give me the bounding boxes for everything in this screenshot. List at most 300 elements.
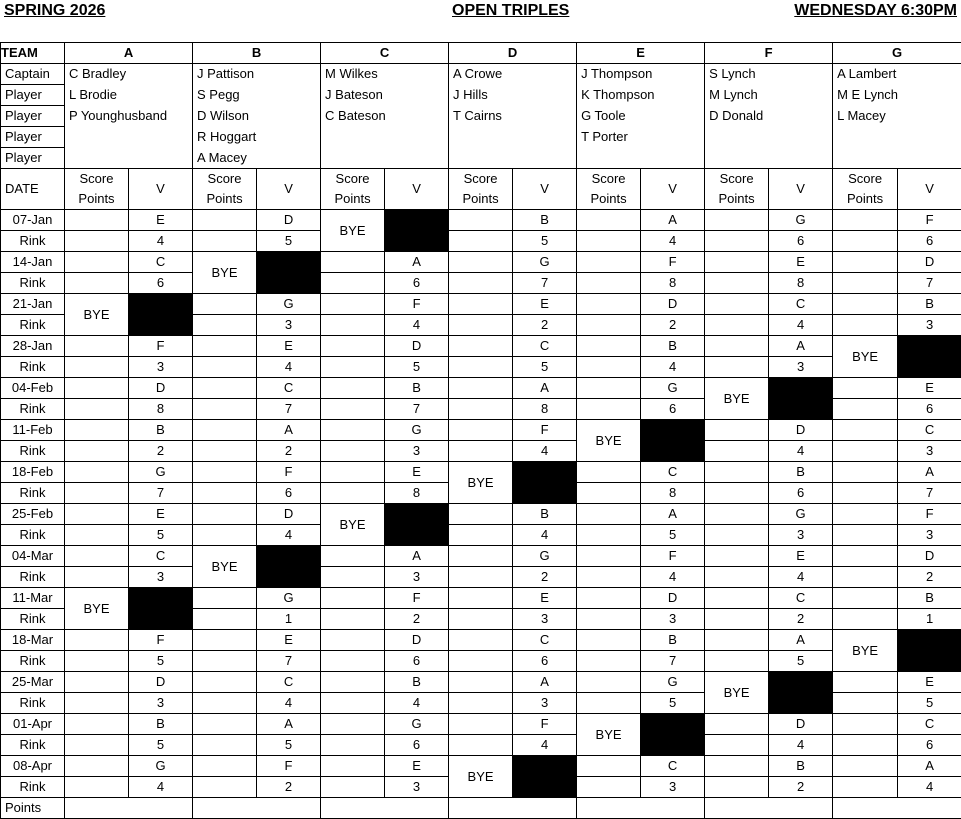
- roster-role-label: Player: [1, 85, 65, 106]
- score-points-cell[interactable]: [833, 567, 898, 588]
- rink-number: 4: [641, 357, 705, 378]
- score-points-cell[interactable]: [65, 504, 129, 525]
- rink-number: 3: [129, 567, 193, 588]
- score-points-cell[interactable]: [705, 735, 769, 756]
- score-points-cell[interactable]: [577, 273, 641, 294]
- score-points-cell[interactable]: [577, 399, 641, 420]
- score-points-cell[interactable]: [577, 756, 641, 777]
- score-points-cell[interactable]: [833, 462, 898, 483]
- opponent-cell: C: [769, 588, 833, 609]
- opponent-cell: D: [257, 210, 321, 231]
- score-points-cell[interactable]: [449, 420, 513, 441]
- score-points-cell[interactable]: [193, 357, 257, 378]
- score-points-cell[interactable]: [705, 546, 769, 567]
- opponent-cell: D: [385, 630, 449, 651]
- bye-block: [257, 252, 321, 294]
- score-points-cell[interactable]: [705, 420, 769, 441]
- opponent-cell: G: [257, 294, 321, 315]
- score-points-cell[interactable]: [577, 504, 641, 525]
- score-points-cell[interactable]: [705, 231, 769, 252]
- score-points-cell[interactable]: [449, 231, 513, 252]
- points-total-cell[interactable]: [65, 798, 193, 819]
- score-points-cell[interactable]: [577, 315, 641, 336]
- player-name: D Donald: [705, 106, 833, 127]
- score-points-cell[interactable]: [65, 630, 129, 651]
- score-points-cell[interactable]: [705, 273, 769, 294]
- score-points-cell[interactable]: [321, 483, 385, 504]
- rink-number: 5: [898, 693, 961, 714]
- rink-number: 4: [385, 693, 449, 714]
- opponent-cell: F: [513, 714, 577, 735]
- opponent-cell: F: [129, 336, 193, 357]
- score-points-cell[interactable]: [577, 357, 641, 378]
- score-points-cell[interactable]: [449, 735, 513, 756]
- score-points-cell[interactable]: [65, 714, 129, 735]
- bye-label: BYE: [321, 504, 385, 546]
- opponent-cell: C: [769, 294, 833, 315]
- opponent-cell: F: [898, 210, 961, 231]
- score-points-cell[interactable]: [577, 693, 641, 714]
- roster-role-label: Player: [1, 106, 65, 127]
- score-points-cell[interactable]: [833, 546, 898, 567]
- opponent-cell: G: [257, 588, 321, 609]
- player-name: [705, 127, 833, 148]
- score-points-cell[interactable]: [65, 693, 129, 714]
- score-points-cell[interactable]: [65, 441, 129, 462]
- score-points-cell[interactable]: [705, 336, 769, 357]
- score-points-cell[interactable]: [65, 735, 129, 756]
- player-name: R Hoggart: [193, 127, 321, 148]
- score-points-cell[interactable]: [65, 357, 129, 378]
- score-points-cell[interactable]: [193, 210, 257, 231]
- score-points-cell[interactable]: [705, 588, 769, 609]
- score-points-cell[interactable]: [577, 588, 641, 609]
- rink-number: 6: [257, 483, 321, 504]
- score-points-cell[interactable]: [449, 693, 513, 714]
- score-points-cell[interactable]: [449, 357, 513, 378]
- score-points-cell[interactable]: [705, 567, 769, 588]
- rink-number: 3: [385, 777, 449, 798]
- score-points-cell[interactable]: [449, 714, 513, 735]
- score-points-cell[interactable]: [833, 588, 898, 609]
- score-points-cell[interactable]: [577, 336, 641, 357]
- opponent-cell: E: [257, 336, 321, 357]
- score-points-cell[interactable]: [321, 609, 385, 630]
- score-points-cell[interactable]: [193, 420, 257, 441]
- score-points-cell[interactable]: [193, 336, 257, 357]
- score-points-cell[interactable]: [65, 462, 129, 483]
- fixture-date: 04-Feb: [1, 378, 65, 399]
- score-points-cell[interactable]: [705, 609, 769, 630]
- score-points-cell[interactable]: [65, 777, 129, 798]
- score-points-cell[interactable]: [321, 252, 385, 273]
- score-points-cell[interactable]: [833, 399, 898, 420]
- score-points-cell[interactable]: [705, 252, 769, 273]
- score-points-cell[interactable]: [321, 588, 385, 609]
- bye-block: [513, 756, 577, 798]
- score-points-cell[interactable]: [577, 672, 641, 693]
- player-name: S Lynch: [705, 64, 833, 85]
- rink-number: 3: [898, 525, 961, 546]
- score-points-cell[interactable]: [321, 378, 385, 399]
- score-points-cell[interactable]: [449, 609, 513, 630]
- score-points-cell[interactable]: [449, 399, 513, 420]
- score-points-cell[interactable]: [577, 483, 641, 504]
- fixture-date: 01-Apr: [1, 714, 65, 735]
- score-points-cell[interactable]: [833, 210, 898, 231]
- opponent-cell: E: [898, 378, 961, 399]
- opponent-cell: G: [513, 546, 577, 567]
- score-points-cell[interactable]: [65, 399, 129, 420]
- opponent-cell: F: [129, 630, 193, 651]
- score-points-cell[interactable]: [321, 777, 385, 798]
- score-points-cell[interactable]: [193, 735, 257, 756]
- score-points-cell[interactable]: [833, 714, 898, 735]
- versus-header: V: [257, 169, 321, 210]
- score-points-cell[interactable]: [65, 378, 129, 399]
- opponent-cell: E: [769, 252, 833, 273]
- score-points-cell[interactable]: [321, 672, 385, 693]
- opponent-cell: A: [641, 210, 705, 231]
- score-points-cell[interactable]: [65, 420, 129, 441]
- score-points-cell[interactable]: [65, 651, 129, 672]
- score-points-cell[interactable]: [65, 546, 129, 567]
- bye-label: BYE: [193, 252, 257, 294]
- score-points-cell[interactable]: [833, 525, 898, 546]
- score-points-cell[interactable]: [705, 630, 769, 651]
- rink-number: 2: [257, 441, 321, 462]
- opponent-cell: A: [898, 756, 961, 777]
- bye-block: [641, 420, 705, 462]
- rink-number: 3: [385, 567, 449, 588]
- opponent-cell: D: [385, 336, 449, 357]
- rink-number: 5: [129, 525, 193, 546]
- points-total-cell[interactable]: [321, 798, 449, 819]
- score-points-cell[interactable]: [577, 525, 641, 546]
- fixture-row: [1, 714, 961, 735]
- score-points-cell[interactable]: [833, 252, 898, 273]
- rink-number: 4: [129, 231, 193, 252]
- score-points-cell[interactable]: [321, 735, 385, 756]
- score-points-cell[interactable]: [449, 336, 513, 357]
- score-points-cell[interactable]: [65, 231, 129, 252]
- player-name: K Thompson: [577, 85, 705, 106]
- score-points-cell[interactable]: [321, 630, 385, 651]
- score-points-cell[interactable]: [321, 567, 385, 588]
- score-points-cell[interactable]: [321, 399, 385, 420]
- score-points-cell[interactable]: [705, 462, 769, 483]
- score-points-cell[interactable]: [193, 777, 257, 798]
- score-points-cell[interactable]: [193, 441, 257, 462]
- score-points-cell[interactable]: [833, 273, 898, 294]
- score-points-cell[interactable]: [577, 294, 641, 315]
- score-points-cell[interactable]: [193, 672, 257, 693]
- score-points-cell[interactable]: [705, 315, 769, 336]
- opponent-cell: A: [769, 336, 833, 357]
- score-points-cell[interactable]: [449, 651, 513, 672]
- roster-row: [1, 85, 961, 106]
- score-points-cell[interactable]: [321, 336, 385, 357]
- score-points-cell[interactable]: [705, 294, 769, 315]
- fixture-row: [1, 588, 961, 609]
- score-points-cell[interactable]: [449, 273, 513, 294]
- score-points-cell[interactable]: [449, 588, 513, 609]
- score-points-cell[interactable]: [65, 567, 129, 588]
- score-points-cell[interactable]: [321, 420, 385, 441]
- rink-number: 3: [257, 315, 321, 336]
- score-points-cell[interactable]: [65, 525, 129, 546]
- score-points-cell[interactable]: [577, 567, 641, 588]
- fixture-date: 18-Mar: [1, 630, 65, 651]
- rink-number: 1: [898, 609, 961, 630]
- rink-number: 6: [769, 231, 833, 252]
- player-name: M E Lynch: [833, 85, 961, 106]
- rink-number: 8: [769, 273, 833, 294]
- schedule-time-title: WEDNESDAY 6:30PM: [794, 2, 957, 20]
- player-name: T Cairns: [449, 106, 577, 127]
- score-points-cell[interactable]: [577, 231, 641, 252]
- rink-number: 7: [385, 399, 449, 420]
- rink-number: 6: [385, 735, 449, 756]
- score-points-cell[interactable]: [833, 315, 898, 336]
- rink-number: 4: [513, 525, 577, 546]
- score-points-cell[interactable]: [705, 651, 769, 672]
- score-points-cell[interactable]: [449, 315, 513, 336]
- opponent-cell: B: [129, 420, 193, 441]
- score-points-cell[interactable]: [705, 714, 769, 735]
- score-points-cell[interactable]: [449, 567, 513, 588]
- score-points-cell[interactable]: [193, 231, 257, 252]
- rink-label: Rink: [1, 567, 65, 588]
- score-points-cell[interactable]: [321, 756, 385, 777]
- score-points-cell[interactable]: [193, 315, 257, 336]
- rink-row: [1, 651, 961, 672]
- rink-number: 4: [769, 567, 833, 588]
- score-points-cell[interactable]: [321, 273, 385, 294]
- score-points-cell[interactable]: [65, 252, 129, 273]
- points-total-cell[interactable]: [705, 798, 833, 819]
- score-points-cell[interactable]: [321, 462, 385, 483]
- rink-number: 7: [898, 483, 961, 504]
- score-points-cell[interactable]: [833, 483, 898, 504]
- rink-number: 3: [641, 777, 705, 798]
- score-points-cell[interactable]: [449, 441, 513, 462]
- score-points-cell[interactable]: [65, 336, 129, 357]
- score-points-cell[interactable]: [833, 420, 898, 441]
- score-points-cell[interactable]: [193, 651, 257, 672]
- bye-block: [898, 630, 961, 672]
- score-points-cell[interactable]: [577, 546, 641, 567]
- bye-label: BYE: [321, 210, 385, 252]
- score-points-cell[interactable]: [705, 210, 769, 231]
- score-points-cell[interactable]: [833, 231, 898, 252]
- roster-role-label: Captain: [1, 64, 65, 85]
- score-points-cell[interactable]: [577, 777, 641, 798]
- rink-number: 5: [641, 693, 705, 714]
- score-points-cell[interactable]: [321, 546, 385, 567]
- roster-role-label: Player: [1, 127, 65, 148]
- team-header-d: D: [449, 43, 577, 64]
- score-points-cell[interactable]: [65, 672, 129, 693]
- score-points-cell[interactable]: [65, 483, 129, 504]
- score-points-cell[interactable]: [577, 630, 641, 651]
- opponent-cell: C: [513, 336, 577, 357]
- score-points-cell[interactable]: [193, 399, 257, 420]
- rink-number: 6: [898, 735, 961, 756]
- rink-number: 5: [641, 525, 705, 546]
- score-points-cell[interactable]: [705, 441, 769, 462]
- rink-number: 4: [257, 693, 321, 714]
- fixture-date: 14-Jan: [1, 252, 65, 273]
- opponent-cell: F: [641, 546, 705, 567]
- score-points-cell[interactable]: [193, 483, 257, 504]
- score-points-cell[interactable]: [577, 378, 641, 399]
- team-label: TEAM: [1, 43, 65, 64]
- score-points-cell[interactable]: [193, 609, 257, 630]
- score-points-cell[interactable]: [705, 777, 769, 798]
- opponent-cell: F: [898, 504, 961, 525]
- rink-number: 7: [513, 273, 577, 294]
- player-name: M Lynch: [705, 85, 833, 106]
- rink-label: Rink: [1, 357, 65, 378]
- bye-block: [385, 504, 449, 546]
- rink-number: 6: [385, 651, 449, 672]
- opponent-cell: D: [641, 294, 705, 315]
- score-points-cell[interactable]: [705, 525, 769, 546]
- opponent-cell: D: [641, 588, 705, 609]
- bye-label: BYE: [449, 756, 513, 798]
- rink-number: 4: [769, 441, 833, 462]
- sheet-title-bar: [0, 0, 961, 42]
- score-points-cell[interactable]: [449, 294, 513, 315]
- roster-row: [1, 64, 961, 85]
- versus-header: V: [513, 169, 577, 210]
- rink-number: 3: [769, 525, 833, 546]
- score-points-cell[interactable]: [193, 588, 257, 609]
- points-total-cell[interactable]: [577, 798, 705, 819]
- score-points-header: Score Points: [577, 169, 641, 210]
- score-points-cell[interactable]: [449, 672, 513, 693]
- rink-number: 3: [129, 693, 193, 714]
- fixture-date: 11-Mar: [1, 588, 65, 609]
- score-points-cell[interactable]: [449, 504, 513, 525]
- score-points-cell[interactable]: [321, 651, 385, 672]
- rink-label: Rink: [1, 735, 65, 756]
- score-points-cell[interactable]: [321, 294, 385, 315]
- score-points-cell[interactable]: [577, 252, 641, 273]
- score-points-cell[interactable]: [833, 693, 898, 714]
- fixture-row: [1, 378, 961, 399]
- opponent-cell: B: [769, 756, 833, 777]
- rink-row: [1, 567, 961, 588]
- score-points-cell[interactable]: [321, 441, 385, 462]
- opponent-cell: E: [385, 756, 449, 777]
- score-points-cell[interactable]: [705, 756, 769, 777]
- score-points-cell[interactable]: [449, 378, 513, 399]
- score-points-cell[interactable]: [833, 735, 898, 756]
- points-total-cell[interactable]: [193, 798, 321, 819]
- score-points-cell[interactable]: [833, 672, 898, 693]
- score-points-cell[interactable]: [705, 483, 769, 504]
- score-points-cell[interactable]: [65, 210, 129, 231]
- score-points-cell[interactable]: [705, 357, 769, 378]
- score-points-cell[interactable]: [833, 777, 898, 798]
- opponent-cell: F: [385, 294, 449, 315]
- score-points-cell[interactable]: [193, 294, 257, 315]
- opponent-cell: F: [641, 252, 705, 273]
- score-points-cell[interactable]: [193, 525, 257, 546]
- score-points-cell[interactable]: [193, 630, 257, 651]
- score-points-cell[interactable]: [65, 273, 129, 294]
- score-points-cell[interactable]: [449, 546, 513, 567]
- score-points-cell[interactable]: [193, 462, 257, 483]
- rink-label: Rink: [1, 273, 65, 294]
- score-points-cell[interactable]: [577, 651, 641, 672]
- opponent-cell: E: [129, 210, 193, 231]
- opponent-cell: A: [385, 546, 449, 567]
- score-points-cell[interactable]: [321, 693, 385, 714]
- player-name: [705, 148, 833, 169]
- rink-label: Rink: [1, 483, 65, 504]
- opponent-cell: E: [513, 294, 577, 315]
- score-points-cell[interactable]: [833, 441, 898, 462]
- opponent-cell: E: [513, 588, 577, 609]
- score-points-cell[interactable]: [833, 294, 898, 315]
- score-points-cell[interactable]: [449, 525, 513, 546]
- score-points-cell[interactable]: [321, 315, 385, 336]
- fixture-row: [1, 546, 961, 567]
- opponent-cell: F: [257, 756, 321, 777]
- fixture-row: [1, 336, 961, 357]
- score-points-cell[interactable]: [193, 714, 257, 735]
- points-total-cell[interactable]: [833, 798, 961, 819]
- roster-row: [1, 106, 961, 127]
- score-points-cell[interactable]: [705, 504, 769, 525]
- player-name: J Pattison: [193, 64, 321, 85]
- score-points-cell[interactable]: [577, 210, 641, 231]
- player-name: J Bateson: [321, 85, 449, 106]
- score-points-cell[interactable]: [449, 252, 513, 273]
- score-points-cell[interactable]: [833, 756, 898, 777]
- rink-number: 4: [513, 735, 577, 756]
- opponent-cell: C: [513, 630, 577, 651]
- player-name: P Younghusband: [65, 106, 193, 127]
- score-points-cell[interactable]: [449, 630, 513, 651]
- points-label: Points: [1, 798, 65, 819]
- score-points-cell[interactable]: [833, 378, 898, 399]
- rink-number: 5: [769, 651, 833, 672]
- rink-number: 8: [385, 483, 449, 504]
- score-points-cell[interactable]: [193, 693, 257, 714]
- score-points-cell[interactable]: [833, 609, 898, 630]
- score-points-cell[interactable]: [577, 462, 641, 483]
- points-total-cell[interactable]: [449, 798, 577, 819]
- score-points-cell[interactable]: [449, 210, 513, 231]
- bye-block: [129, 294, 193, 336]
- points-total-row: [1, 798, 961, 819]
- opponent-cell: G: [641, 672, 705, 693]
- score-points-cell[interactable]: [193, 504, 257, 525]
- opponent-cell: D: [769, 420, 833, 441]
- score-points-cell[interactable]: [321, 357, 385, 378]
- opponent-cell: G: [129, 462, 193, 483]
- score-points-cell[interactable]: [193, 756, 257, 777]
- score-points-cell[interactable]: [833, 504, 898, 525]
- score-points-cell[interactable]: [193, 378, 257, 399]
- score-points-cell[interactable]: [577, 609, 641, 630]
- score-points-cell[interactable]: [65, 756, 129, 777]
- score-points-cell[interactable]: [321, 714, 385, 735]
